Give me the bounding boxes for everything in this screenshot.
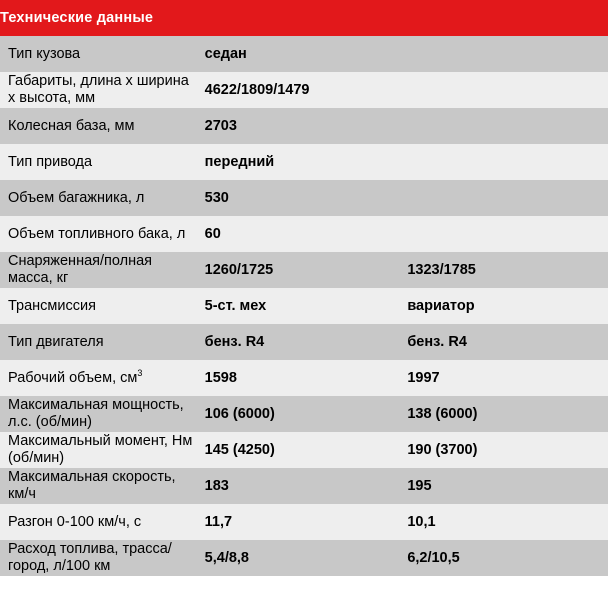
spec-value-1: седан [203, 36, 406, 72]
table-row [0, 180, 608, 216]
spec-value-1: 2703 [203, 108, 406, 144]
spec-value-2 [405, 72, 608, 108]
table-row [0, 36, 608, 72]
spec-value-1: 183 [203, 468, 406, 504]
spec-value-1: 145 (4250) [203, 432, 406, 468]
table-row [0, 432, 608, 468]
spec-value-2 [405, 216, 608, 252]
spec-value-1: 530 [203, 180, 406, 216]
spec-value-2 [405, 180, 608, 216]
spec-label: Объем топливного бака, л [0, 216, 203, 252]
spec-value-1: 1598 [203, 360, 406, 396]
spec-label: Рабочий объем, $см^3$ [0, 360, 203, 396]
spec-value-1: передний [203, 144, 406, 180]
spec-label: Трансмиссия [0, 288, 203, 324]
table-row [0, 504, 608, 540]
table-row [0, 360, 608, 396]
spec-value-1: 1260/1725 [203, 252, 406, 288]
table-row [0, 288, 608, 324]
spec-label: Тип двигателя [0, 324, 203, 360]
spec-value-2: 1323/1785 [405, 252, 608, 288]
spec-label: Габариты, длина х ширина х высота, мм [0, 72, 203, 108]
spec-value-2: 10,1 [405, 504, 608, 540]
spec-value-2: 195 [405, 468, 608, 504]
table-row [0, 252, 608, 288]
superscript: 3 [137, 367, 143, 378]
table-row [0, 144, 608, 180]
spec-label: Разгон 0-100 км/ч, с [0, 504, 203, 540]
spec-value-2: 138 (6000) [405, 396, 608, 432]
spec-label: Максимальный момент, Нм (об/мин) [0, 432, 203, 468]
spec-label: Колесная база, мм [0, 108, 203, 144]
table-row [0, 540, 608, 576]
table-row [0, 72, 608, 108]
spec-value-2: бенз. R4 [405, 324, 608, 360]
spec-label: Максимальная мощность, л.с. (об/мин) [0, 396, 203, 432]
spec-value-2: 1997 [405, 360, 608, 396]
spec-value-2: 6,2/10,5 [405, 540, 608, 576]
spec-label: Объем багажника, л [0, 180, 203, 216]
table-title-row [0, 0, 608, 36]
spec-value-1: 106 (6000) [203, 396, 406, 432]
spec-value-1: 11,7 [203, 504, 406, 540]
spec-value-1: 5-ст. мех [203, 288, 406, 324]
spec-label: Тип кузова [0, 36, 203, 72]
table-row [0, 468, 608, 504]
spec-value-1: 60 [203, 216, 406, 252]
spec-value-1: 4622/1809/1479 [203, 72, 406, 108]
spec-label: Снаряженная/полная масса, кг [0, 252, 203, 288]
spec-label: Расход топлива, трасса/город, л/100 км [0, 540, 203, 576]
spec-value-2: вариатор [405, 288, 608, 324]
table-row [0, 216, 608, 252]
table-row [0, 108, 608, 144]
spec-value-1: 5,4/8,8 [203, 540, 406, 576]
spec-value-2 [405, 36, 608, 72]
spec-value-2: 190 (3700) [405, 432, 608, 468]
spec-value-1: бенз. R4 [203, 324, 406, 360]
table-title: Технические данные [0, 9, 154, 26]
table-row [0, 396, 608, 432]
spec-label: Тип привода [0, 144, 203, 180]
spec-label: Максимальная скорость, км/ч [0, 468, 203, 504]
spec-value-2 [405, 108, 608, 144]
table-row [0, 324, 608, 360]
spec-value-2 [405, 144, 608, 180]
